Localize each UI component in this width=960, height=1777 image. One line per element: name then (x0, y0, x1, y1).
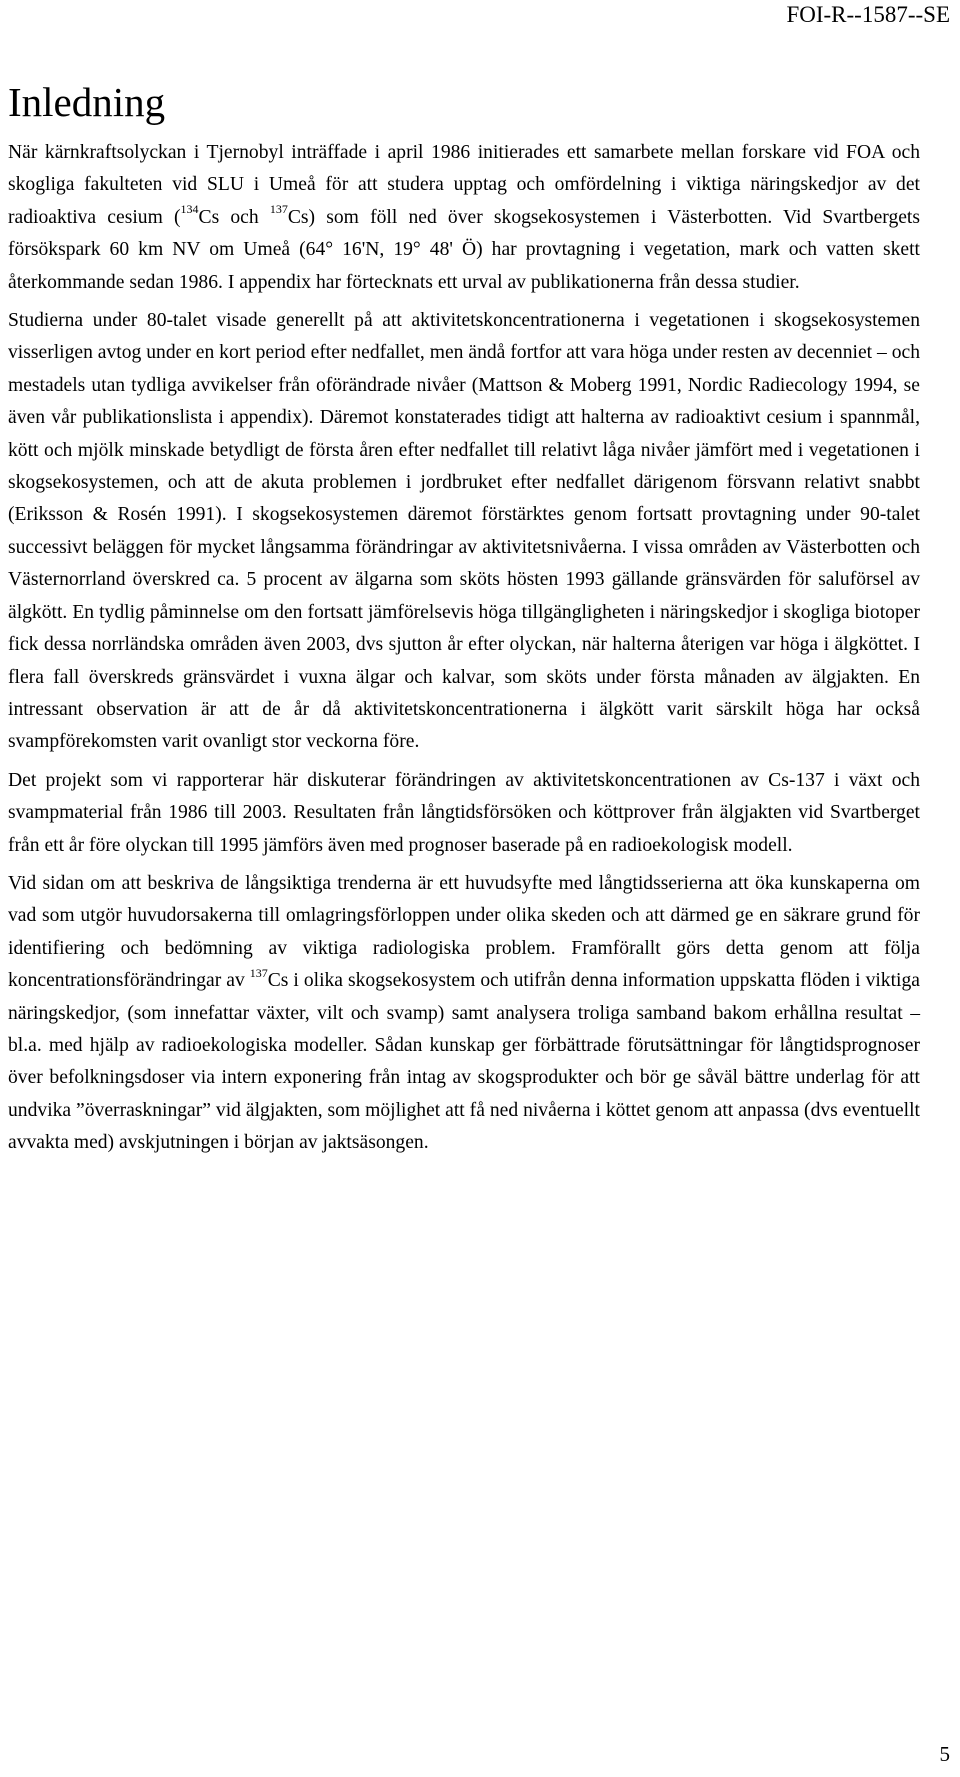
paragraph-2: Studierna under 80-talet visade generellt på att aktivitetskoncentrationerna i vegetationen i skogsekosystemen visserligen avtog under en kort period efter nedfallet, men ändå fortfor att vara höga under resten av decenniet – och mestadels utan tydliga avvikelser från oförändrade nivåer (Mattson & Moberg 1991, Nordic Radiecology 1994, se även vår publikationslista i appendix). Däremot konstaterades tidigt att halterna av radioaktivt cesium i spannmål, kött och mjölk minskade betydligt de första åren efter nedfallet till relativt låga nivåer jämfört med i vegetationen i skogsekosystemen, och att de akuta problemen i jordbruket efter nedfallet därigenom försvann relativt snabbt (Eriksson & Rosén 1991). I skogsekosystemen däremot förstärktes genom fortsatt provtagning under 90-talet successivt beläggen för mycket långsamma förändringar av aktivitetsnivåerna. I vissa områden av Västerbotten och Västernorrland överskred ca. 5 procent av älgarna som sköts hösten 1993 gällande gränsvärden för saluförsel av älgkött. En tydlig påminnelse om den fortsatt jämförelsevis höga tillgängligheten i näringskedjor i skogliga biotoper fick dessa norrländska områden även 2003, dvs sjutton år efter olyckan, när halterna återigen var höga i älgköttet. I flera fall överskreds gränsvärdet i vuxna älgar och kalvar, som sköts under första månaden av älgjakten. En intressant observation är att de år då aktivitetskoncentrationerna i älgkött varit särskilt höga har också svampförekomsten varit ovanligt stor veckorna före. (8, 310, 920, 753)
page-title: Inledning (8, 79, 166, 125)
body-text (8, 137, 920, 1166)
report-id: FOI-R--1587--SE (786, 2, 950, 27)
paragraph-4 (8, 868, 920, 1160)
isotope-mass-137-second: 137 (249, 965, 268, 980)
paragraph-1-part-b: Cs och (198, 206, 270, 228)
paragraph-1-part-c: Cs) som föll ned över skogsekosystemen i Västerbotten. Vid Svartbergets försökspark 60 km NV om Umeå (64° 16'N, 19° 48' Ö) har provtagning i vegetation, mark och vatten skett återkommande sedan 1986. I appendix har förtecknats ett urval av publikationerna från dessa studier. (8, 206, 921, 293)
isotope-mass-134: 134 (180, 202, 199, 217)
paragraph-3: Det projekt som vi rapporterar här diskuterar förändringen av aktivitetskoncentrationen av Cs-137 i växt och svampmaterial från 1986 till 2003. Resultaten från långtidsförsöken och köttprover från älgjakten vid Svartberget från ett år före olyckan till 1995 jämförs även med prognoser baserade på en radioekologisk modell. (8, 769, 920, 856)
paragraph-1 (8, 137, 920, 299)
paragraph-1-part-a: När kärnkraftsolyckan i Tjernobyl inträffade i april 1986 initierades ett samarbete mellan forskare vid FOA och skogliga fakulteten vid SLU i Umeå för att studera upptag och omfördelning i viktiga näringskedjor av det radioaktiva cesium ( (8, 142, 920, 228)
paragraph-4-part-b: Cs i olika skogsekosystem och utifrån denna information uppskatta flöden i viktiga näringskedjor, (som innefattar växter, vilt och svamp) samt analysera troliga samband bakom erhållna resultat – bl.a. med hjälp av radioekologiska modeller. Sådan kunskap ger förbättrade förutsättningar för långtidsprognoser över befolkningsdoser via intern exponering från intag av skogsprodukter och bör ge såväl bättre underlag för att undvika ”överraskningar” vid älgjakten, som möjlighet att få ned nivåerna i köttet genom att anpassa (dvs eventuellt avvakta med) avskjutningen i början av jaktsäsongen. (8, 970, 920, 1154)
paragraph-4-part-a: Vid sidan om att beskriva de långsiktiga trenderna är ett huvudsyfte med långtidsserierna att öka kunskaperna om vad som utgör huvudorsakerna till omlagringsförloppen under olika skeden och att därmed ge en säkrare grund för identifiering och bedömning av viktiga radiologiska problem. Framförallt görs detta genom att följa koncentrationsförändringar av (8, 872, 920, 992)
isotope-mass-137: 137 (269, 202, 288, 217)
page-number: 5 (939, 1742, 950, 1766)
